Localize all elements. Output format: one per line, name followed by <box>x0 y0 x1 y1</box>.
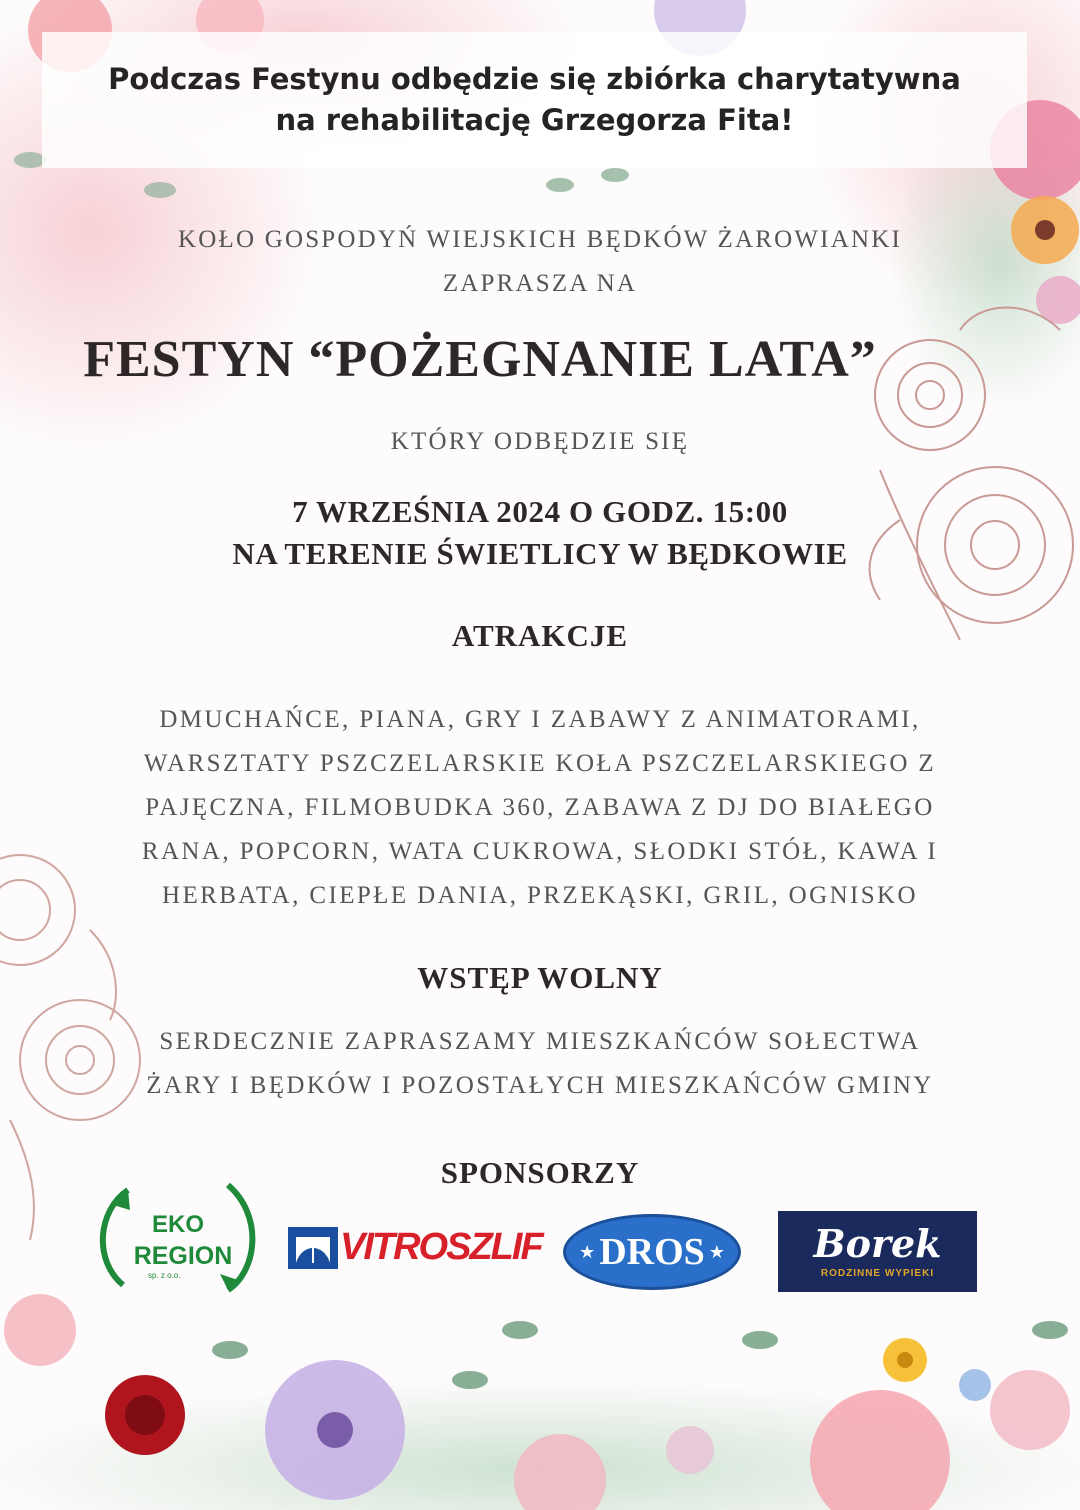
attractions-list <box>0 698 1080 918</box>
eko-region-logo <box>88 1160 268 1310</box>
vitroszlif-logo <box>288 1226 542 1269</box>
invites-text: ZAPRASZA NA <box>442 270 638 297</box>
star-icon: ★ <box>579 1241 596 1262</box>
eko-text: EKO <box>151 1211 205 1238</box>
event-title: FESTYN “POŻEGNANIE LATA” <box>83 331 877 388</box>
dros-text: DROS <box>599 1231 705 1273</box>
entry-line: ŻARY I BĘDKÓW I POZOSTAŁYCH MIESZKAŃCÓW GMINY <box>146 1072 934 1099</box>
region-text: REGION <box>133 1242 233 1270</box>
entry-text <box>0 1020 1080 1108</box>
vitroszlif-text: VITROSZLIF <box>340 1226 542 1268</box>
bottom-flowers-icon <box>0 1294 1080 1510</box>
which-will-text: KTÓRY ODBĘDZIE SIĘ <box>390 428 690 455</box>
organizer-text: KOŁO GOSPODYŃ WIEJSKICH BĘDKÓW ŻAROWIANKI <box>178 226 902 253</box>
entry-line: SERDECZNIE ZAPRASZAMY MIESZKAŃCÓW SOŁECTWA <box>159 1028 921 1055</box>
entry-heading: WSTĘP WOLNY <box>417 960 663 995</box>
event-place: NA TERENIE ŚWIETLICY W BĘDKOWIE <box>232 536 848 571</box>
attractions-line: HERBATA, CIEPŁE DANIA, PRZEKĄSKI, GRIL, OGNISKO <box>162 882 918 909</box>
star-icon: ★ <box>708 1241 725 1262</box>
attractions-line: DMUCHAŃCE, PIANA, GRY I ZABAWY Z ANIMATORAMI, <box>159 706 921 733</box>
banner-line-2: na rehabilitację Grzegorza Fita! <box>275 103 794 137</box>
banner-line-1: Podczas Festynu odbędzie się zbiórka charytatywna <box>108 62 961 96</box>
event-date: 7 WRZEŚNIA 2024 O GODZ. 15:00 <box>292 494 788 529</box>
dros-logo <box>563 1214 741 1290</box>
borek-logo <box>778 1211 977 1292</box>
eko-sub-text: sp. z o.o. <box>148 1271 181 1280</box>
attractions-line: WARSZTATY PSZCZELARSKIE KOŁA PSZCZELARSKIEGO Z <box>143 750 937 777</box>
vitroszlif-mark-icon <box>288 1227 338 1269</box>
borek-text: Borek <box>813 1221 942 1266</box>
sponsors-heading: SPONSORZY <box>440 1155 640 1190</box>
attractions-line: RANA, POPCORN, WATA CUKROWA, SŁODKI STÓŁ, KAWA I <box>141 838 939 865</box>
attractions-heading: ATRAKCJE <box>451 618 629 653</box>
charity-banner <box>42 32 1027 168</box>
borek-tagline: RODZINNE WYPIEKI <box>820 1268 935 1279</box>
attractions-line: PAJĘCZNA, FILMOBUDKA 360, ZABAWA Z DJ DO BIAŁEGO <box>145 794 935 821</box>
